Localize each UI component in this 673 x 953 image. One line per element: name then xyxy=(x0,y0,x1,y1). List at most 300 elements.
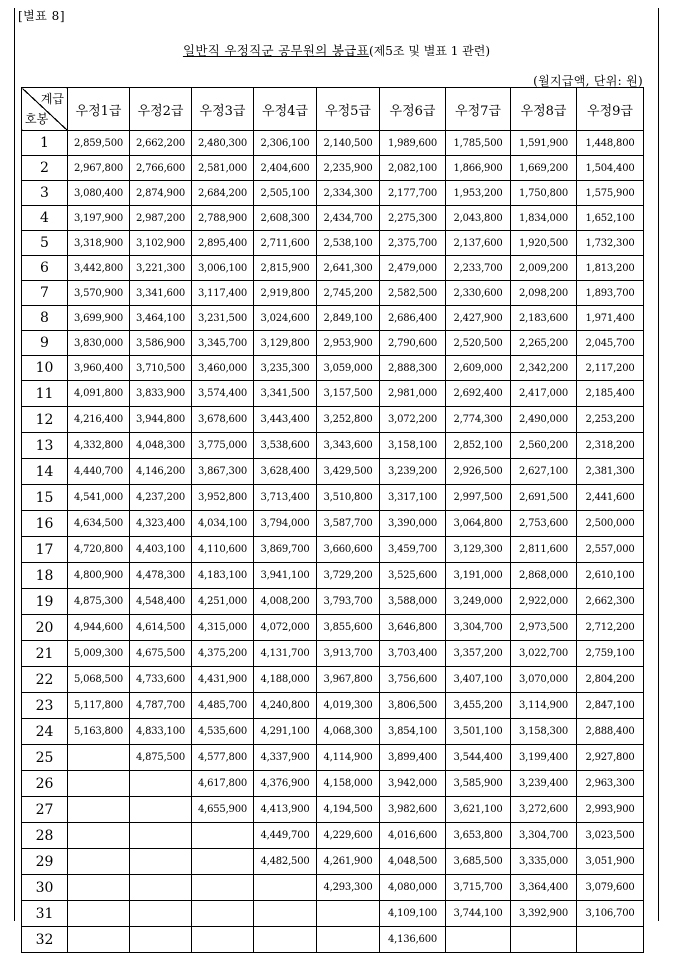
salary-cell: 2,318,200 xyxy=(577,433,644,459)
salary-cell: 3,653,800 xyxy=(446,823,511,849)
salary-cell: 4,291,100 xyxy=(254,719,317,745)
salary-cell xyxy=(446,927,511,953)
salary-cell: 4,478,300 xyxy=(130,563,192,589)
title-reference: (제5조 및 별표 1 관련) xyxy=(369,44,491,58)
salary-cell: 2,538,100 xyxy=(317,231,380,256)
salary-cell: 1,732,300 xyxy=(577,231,644,256)
grade-header: 우정4급 xyxy=(254,88,317,131)
salary-cell: 2,610,100 xyxy=(577,563,644,589)
salary-cell: 3,364,400 xyxy=(511,875,577,901)
salary-cell: 4,733,600 xyxy=(130,667,192,693)
step-cell: 23 xyxy=(22,693,68,719)
step-cell: 10 xyxy=(22,356,68,381)
salary-cell: 4,229,600 xyxy=(317,823,380,849)
salary-cell: 4,131,700 xyxy=(254,641,317,667)
table-row xyxy=(22,407,644,433)
table-row xyxy=(22,563,644,589)
salary-cell: 2,987,200 xyxy=(130,206,192,231)
step-cell: 20 xyxy=(22,615,68,641)
salary-cell: 3,960,400 xyxy=(68,356,130,381)
salary-cell: 3,869,700 xyxy=(254,537,317,563)
salary-cell: 2,334,300 xyxy=(317,181,380,206)
salary-cell: 2,753,600 xyxy=(511,511,577,537)
table-row xyxy=(22,306,644,331)
salary-cell: 3,460,000 xyxy=(192,356,254,381)
salary-cell: 3,335,000 xyxy=(511,849,577,875)
salary-cell: 3,129,300 xyxy=(446,537,511,563)
salary-cell: 4,675,500 xyxy=(130,641,192,667)
table-row xyxy=(22,231,644,256)
salary-cell: 2,500,000 xyxy=(577,511,644,537)
salary-cell xyxy=(130,927,192,953)
salary-cell: 2,815,900 xyxy=(254,256,317,281)
table-row xyxy=(22,156,644,181)
salary-cell: 4,833,100 xyxy=(130,719,192,745)
salary-cell: 4,158,000 xyxy=(317,771,380,797)
step-cell: 11 xyxy=(22,381,68,407)
table-row xyxy=(22,849,644,875)
salary-cell: 2,774,300 xyxy=(446,407,511,433)
salary-cell: 4,482,500 xyxy=(254,849,317,875)
salary-cell: 3,544,400 xyxy=(446,745,511,771)
step-cell: 16 xyxy=(22,511,68,537)
table-row xyxy=(22,797,644,823)
salary-cell: 4,188,000 xyxy=(254,667,317,693)
salary-cell: 4,617,800 xyxy=(192,771,254,797)
salary-cell: 3,660,600 xyxy=(317,537,380,563)
salary-cell: 2,888,300 xyxy=(380,356,446,381)
grade-header: 우정3급 xyxy=(192,88,254,131)
salary-cell: 3,775,000 xyxy=(192,433,254,459)
step-cell: 7 xyxy=(22,281,68,306)
salary-cell: 1,448,800 xyxy=(577,131,644,156)
salary-cell: 4,016,600 xyxy=(380,823,446,849)
table-row xyxy=(22,181,644,206)
salary-cell: 4,068,300 xyxy=(317,719,380,745)
table-row xyxy=(22,281,644,306)
salary-cell: 1,504,400 xyxy=(577,156,644,181)
salary-cell: 2,265,200 xyxy=(511,331,577,356)
salary-cell: 3,221,300 xyxy=(130,256,192,281)
salary-cell: 4,293,300 xyxy=(317,875,380,901)
salary-cell: 5,009,300 xyxy=(68,641,130,667)
salary-cell: 4,332,800 xyxy=(68,433,130,459)
salary-cell: 2,253,200 xyxy=(577,407,644,433)
table-row xyxy=(22,331,644,356)
salary-cell: 2,627,100 xyxy=(511,459,577,485)
grade-header: 우정5급 xyxy=(317,88,380,131)
salary-table xyxy=(21,87,644,953)
salary-cell xyxy=(130,823,192,849)
salary-cell: 3,252,800 xyxy=(317,407,380,433)
step-cell: 8 xyxy=(22,306,68,331)
step-cell: 18 xyxy=(22,563,68,589)
salary-cell: 2,441,600 xyxy=(577,485,644,511)
salary-cell: 2,953,900 xyxy=(317,331,380,356)
salary-cell: 3,443,400 xyxy=(254,407,317,433)
salary-cell: 5,163,800 xyxy=(68,719,130,745)
step-cell: 27 xyxy=(22,797,68,823)
salary-cell: 3,713,400 xyxy=(254,485,317,511)
salary-cell: 2,330,600 xyxy=(446,281,511,306)
salary-cell: 3,678,600 xyxy=(192,407,254,433)
step-axis-label: 호봉 xyxy=(25,112,49,126)
salary-cell: 3,855,600 xyxy=(317,615,380,641)
salary-cell: 2,684,200 xyxy=(192,181,254,206)
salary-cell: 4,655,900 xyxy=(192,797,254,823)
salary-cell: 2,859,500 xyxy=(68,131,130,156)
salary-cell xyxy=(130,771,192,797)
salary-cell: 3,710,500 xyxy=(130,356,192,381)
grade-axis-label: 계급 xyxy=(40,92,64,106)
salary-cell: 2,745,200 xyxy=(317,281,380,306)
salary-cell: 4,614,500 xyxy=(130,615,192,641)
salary-cell: 4,541,000 xyxy=(68,485,130,511)
table-row xyxy=(22,745,644,771)
salary-cell: 4,413,900 xyxy=(254,797,317,823)
grade-header: 우정8급 xyxy=(511,88,577,131)
salary-cell: 2,849,100 xyxy=(317,306,380,331)
salary-cell xyxy=(68,745,130,771)
salary-cell xyxy=(68,901,130,927)
salary-cell: 2,381,300 xyxy=(577,459,644,485)
table-row xyxy=(22,537,644,563)
step-cell: 13 xyxy=(22,433,68,459)
table-row xyxy=(22,927,644,953)
table-row xyxy=(22,381,644,407)
salary-cell: 3,072,200 xyxy=(380,407,446,433)
salary-cell: 2,919,800 xyxy=(254,281,317,306)
salary-cell: 2,868,000 xyxy=(511,563,577,589)
salary-cell: 2,963,300 xyxy=(577,771,644,797)
salary-cell: 4,091,800 xyxy=(68,381,130,407)
unit-note: (월지급액, 단위: 원) xyxy=(533,74,643,88)
salary-cell: 3,585,900 xyxy=(446,771,511,797)
table-row xyxy=(22,459,644,485)
salary-cell: 4,485,700 xyxy=(192,693,254,719)
salary-cell: 2,375,700 xyxy=(380,231,446,256)
grade-header: 우정2급 xyxy=(130,88,192,131)
salary-cell: 3,343,600 xyxy=(317,433,380,459)
salary-cell: 2,967,800 xyxy=(68,156,130,181)
step-cell: 17 xyxy=(22,537,68,563)
step-cell: 21 xyxy=(22,641,68,667)
salary-cell: 3,235,300 xyxy=(254,356,317,381)
salary-cell: 4,944,600 xyxy=(68,615,130,641)
salary-cell: 2,981,000 xyxy=(380,381,446,407)
salary-cell: 4,449,700 xyxy=(254,823,317,849)
table-row xyxy=(22,131,644,156)
salary-cell: 2,608,300 xyxy=(254,206,317,231)
salary-cell: 4,237,200 xyxy=(130,485,192,511)
salary-cell: 3,967,800 xyxy=(317,667,380,693)
salary-cell: 2,581,000 xyxy=(192,156,254,181)
salary-cell: 3,272,600 xyxy=(511,797,577,823)
step-cell: 3 xyxy=(22,181,68,206)
salary-cell: 2,788,900 xyxy=(192,206,254,231)
salary-cell: 3,197,900 xyxy=(68,206,130,231)
salary-cell: 4,136,600 xyxy=(380,927,446,953)
salary-cell xyxy=(577,927,644,953)
salary-cell xyxy=(68,823,130,849)
salary-cell: 3,064,800 xyxy=(446,511,511,537)
salary-cell: 2,997,500 xyxy=(446,485,511,511)
step-cell: 5 xyxy=(22,231,68,256)
salary-cell: 3,703,400 xyxy=(380,641,446,667)
salary-cell: 4,194,500 xyxy=(317,797,380,823)
table-row xyxy=(22,667,644,693)
salary-cell: 3,345,700 xyxy=(192,331,254,356)
salary-cell: 4,634,500 xyxy=(68,511,130,537)
salary-cell: 3,080,400 xyxy=(68,181,130,206)
step-cell: 32 xyxy=(22,927,68,953)
salary-cell: 3,744,100 xyxy=(446,901,511,927)
salary-cell: 3,239,200 xyxy=(380,459,446,485)
salary-cell: 3,442,800 xyxy=(68,256,130,281)
step-cell: 29 xyxy=(22,849,68,875)
salary-cell: 1,575,900 xyxy=(577,181,644,206)
table-row xyxy=(22,485,644,511)
salary-cell: 4,787,700 xyxy=(130,693,192,719)
salary-cell: 2,766,600 xyxy=(130,156,192,181)
salary-cell: 2,993,900 xyxy=(577,797,644,823)
salary-cell: 3,586,900 xyxy=(130,331,192,356)
corner-header-cell xyxy=(22,88,68,131)
salary-cell xyxy=(317,901,380,927)
table-row xyxy=(22,901,644,927)
salary-cell: 2,479,000 xyxy=(380,256,446,281)
salary-cell xyxy=(130,901,192,927)
salary-cell: 2,427,900 xyxy=(446,306,511,331)
grade-header: 우정9급 xyxy=(577,88,644,131)
salary-cell: 3,304,700 xyxy=(511,823,577,849)
salary-cell: 4,720,800 xyxy=(68,537,130,563)
salary-cell: 3,942,000 xyxy=(380,771,446,797)
salary-cell: 3,022,700 xyxy=(511,641,577,667)
salary-cell: 2,712,200 xyxy=(577,615,644,641)
salary-cell: 4,146,200 xyxy=(130,459,192,485)
salary-cell: 3,117,400 xyxy=(192,281,254,306)
salary-cell: 2,177,700 xyxy=(380,181,446,206)
salary-cell: 2,874,900 xyxy=(130,181,192,206)
salary-cell xyxy=(511,927,577,953)
salary-cell: 4,008,200 xyxy=(254,589,317,615)
salary-cell: 3,756,600 xyxy=(380,667,446,693)
salary-cell: 2,560,200 xyxy=(511,433,577,459)
salary-cell: 4,800,900 xyxy=(68,563,130,589)
salary-cell: 1,971,400 xyxy=(577,306,644,331)
salary-cell: 3,239,400 xyxy=(511,771,577,797)
salary-cell: 2,692,400 xyxy=(446,381,511,407)
salary-cell: 1,750,800 xyxy=(511,181,577,206)
salary-cell: 1,785,500 xyxy=(446,131,511,156)
salary-cell: 3,357,200 xyxy=(446,641,511,667)
step-cell: 6 xyxy=(22,256,68,281)
salary-cell: 3,079,600 xyxy=(577,875,644,901)
salary-cell: 2,233,700 xyxy=(446,256,511,281)
table-row xyxy=(22,641,644,667)
salary-cell: 2,434,700 xyxy=(317,206,380,231)
salary-cell xyxy=(317,927,380,953)
salary-cell: 4,216,400 xyxy=(68,407,130,433)
salary-cell: 3,317,100 xyxy=(380,485,446,511)
salary-cell: 3,231,500 xyxy=(192,306,254,331)
salary-cell: 1,893,700 xyxy=(577,281,644,306)
salary-cell: 2,480,300 xyxy=(192,131,254,156)
salary-cell: 3,833,900 xyxy=(130,381,192,407)
salary-cell xyxy=(68,927,130,953)
salary-cell: 2,306,100 xyxy=(254,131,317,156)
step-cell: 24 xyxy=(22,719,68,745)
step-cell: 28 xyxy=(22,823,68,849)
salary-cell xyxy=(254,901,317,927)
salary-cell: 2,852,100 xyxy=(446,433,511,459)
salary-cell: 4,048,500 xyxy=(380,849,446,875)
salary-cell: 4,183,100 xyxy=(192,563,254,589)
salary-cell xyxy=(254,875,317,901)
salary-cell: 3,199,400 xyxy=(511,745,577,771)
salary-cell: 4,048,300 xyxy=(130,433,192,459)
salary-cell: 3,501,100 xyxy=(446,719,511,745)
salary-cell: 4,376,900 xyxy=(254,771,317,797)
salary-cell: 3,913,700 xyxy=(317,641,380,667)
salary-cell: 3,102,900 xyxy=(130,231,192,256)
salary-cell: 4,110,600 xyxy=(192,537,254,563)
salary-cell: 2,185,400 xyxy=(577,381,644,407)
salary-cell xyxy=(192,849,254,875)
salary-cell: 4,019,300 xyxy=(317,693,380,719)
salary-cell: 3,429,500 xyxy=(317,459,380,485)
salary-cell: 3,459,700 xyxy=(380,537,446,563)
salary-cell: 3,699,900 xyxy=(68,306,130,331)
salary-cell: 4,875,500 xyxy=(130,745,192,771)
grade-header: 우정7급 xyxy=(446,88,511,131)
salary-cell: 3,715,700 xyxy=(446,875,511,901)
salary-cell: 2,045,700 xyxy=(577,331,644,356)
step-cell: 15 xyxy=(22,485,68,511)
table-row xyxy=(22,719,644,745)
salary-cell: 2,490,000 xyxy=(511,407,577,433)
salary-cell: 4,114,900 xyxy=(317,745,380,771)
salary-cell: 1,920,500 xyxy=(511,231,577,256)
salary-cell xyxy=(130,875,192,901)
salary-cell: 2,641,300 xyxy=(317,256,380,281)
salary-cell: 2,098,200 xyxy=(511,281,577,306)
salary-cell: 3,129,800 xyxy=(254,331,317,356)
salary-cell: 2,505,100 xyxy=(254,181,317,206)
salary-cell: 5,068,500 xyxy=(68,667,130,693)
table-row xyxy=(22,589,644,615)
salary-cell: 4,034,100 xyxy=(192,511,254,537)
step-cell: 30 xyxy=(22,875,68,901)
salary-cell xyxy=(192,875,254,901)
salary-cell: 4,315,000 xyxy=(192,615,254,641)
salary-cell: 3,455,200 xyxy=(446,693,511,719)
salary-cell: 3,070,000 xyxy=(511,667,577,693)
salary-cell: 3,588,000 xyxy=(380,589,446,615)
salary-cell: 2,973,500 xyxy=(511,615,577,641)
salary-cell: 3,941,100 xyxy=(254,563,317,589)
salary-cell: 3,158,100 xyxy=(380,433,446,459)
salary-cell xyxy=(68,849,130,875)
salary-cell: 4,431,900 xyxy=(192,667,254,693)
salary-cell xyxy=(192,927,254,953)
salary-cell: 3,341,600 xyxy=(130,281,192,306)
step-cell: 12 xyxy=(22,407,68,433)
salary-cell: 4,548,400 xyxy=(130,589,192,615)
table-row xyxy=(22,256,644,281)
salary-cell xyxy=(68,771,130,797)
salary-cell: 1,591,900 xyxy=(511,131,577,156)
salary-cell: 1,652,100 xyxy=(577,206,644,231)
salary-cell xyxy=(68,875,130,901)
salary-cell: 3,628,400 xyxy=(254,459,317,485)
salary-cell: 3,006,100 xyxy=(192,256,254,281)
table-row xyxy=(22,433,644,459)
salary-cell: 3,157,500 xyxy=(317,381,380,407)
salary-cell: 2,183,600 xyxy=(511,306,577,331)
salary-cell: 3,464,100 xyxy=(130,306,192,331)
step-cell: 31 xyxy=(22,901,68,927)
salary-cell: 4,109,100 xyxy=(380,901,446,927)
salary-cell: 2,082,100 xyxy=(380,156,446,181)
salary-cell xyxy=(130,849,192,875)
salary-cell: 2,804,200 xyxy=(577,667,644,693)
salary-cell: 3,570,900 xyxy=(68,281,130,306)
salary-cell: 2,342,200 xyxy=(511,356,577,381)
salary-cell: 3,944,800 xyxy=(130,407,192,433)
salary-cell: 2,711,600 xyxy=(254,231,317,256)
grade-header: 우정1급 xyxy=(68,88,130,131)
salary-cell: 3,249,000 xyxy=(446,589,511,615)
salary-cell: 2,557,000 xyxy=(577,537,644,563)
table-body xyxy=(22,131,644,953)
salary-cell: 3,899,400 xyxy=(380,745,446,771)
step-cell: 26 xyxy=(22,771,68,797)
salary-cell: 5,117,800 xyxy=(68,693,130,719)
salary-cell: 2,582,500 xyxy=(380,281,446,306)
salary-cell: 2,275,300 xyxy=(380,206,446,231)
salary-cell: 2,417,000 xyxy=(511,381,577,407)
table-row xyxy=(22,823,644,849)
salary-cell: 4,535,600 xyxy=(192,719,254,745)
salary-cell xyxy=(192,901,254,927)
salary-cell: 3,729,200 xyxy=(317,563,380,589)
salary-cell xyxy=(192,823,254,849)
salary-cell: 3,304,700 xyxy=(446,615,511,641)
title-text: 일반직 우정직군 공무원의 봉급표 xyxy=(182,43,370,58)
salary-cell: 2,847,100 xyxy=(577,693,644,719)
salary-cell: 2,922,000 xyxy=(511,589,577,615)
step-cell: 2 xyxy=(22,156,68,181)
salary-cell: 3,952,800 xyxy=(192,485,254,511)
step-cell: 9 xyxy=(22,331,68,356)
table-row xyxy=(22,615,644,641)
appendix-label: [별표 8] xyxy=(18,9,65,23)
salary-cell: 2,235,900 xyxy=(317,156,380,181)
salary-cell: 2,926,500 xyxy=(446,459,511,485)
salary-cell: 1,953,200 xyxy=(446,181,511,206)
salary-cell: 1,866,900 xyxy=(446,156,511,181)
salary-cell: 2,691,500 xyxy=(511,485,577,511)
salary-cell: 3,191,000 xyxy=(446,563,511,589)
step-cell: 22 xyxy=(22,667,68,693)
salary-cell: 3,621,100 xyxy=(446,797,511,823)
salary-cell: 3,510,800 xyxy=(317,485,380,511)
salary-cell: 3,114,900 xyxy=(511,693,577,719)
table-row xyxy=(22,356,644,381)
salary-cell: 3,574,400 xyxy=(192,381,254,407)
